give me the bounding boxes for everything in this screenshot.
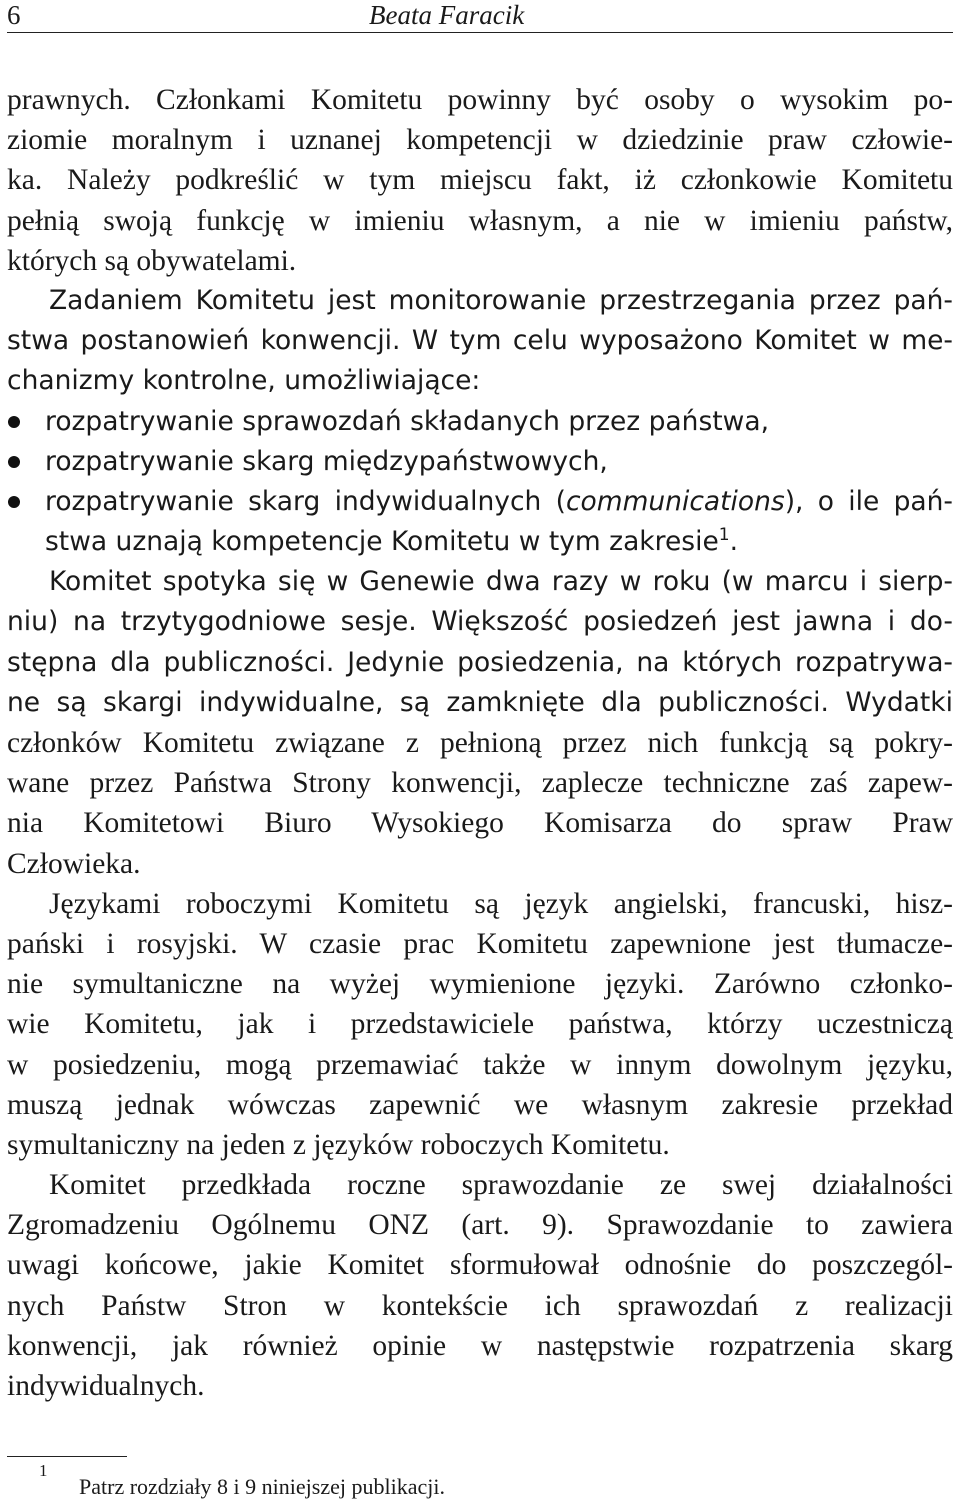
text-line: ne są skargi indywidualne, są zamknięte dla publiczności. Wydatki xyxy=(7,686,953,718)
list-item: rozpatrywanie sprawozdań składanych przez państwa, xyxy=(7,402,953,442)
text-line: uwagi końcowe, jakie Komitet sformułował odnośnie do poszczegól- xyxy=(7,1249,953,1282)
text-line xyxy=(7,522,953,562)
footnote-divider xyxy=(7,1456,127,1457)
footnote-marker: 1 xyxy=(39,1461,48,1480)
list-item-text: ), o ile pań- xyxy=(784,485,953,517)
list-item: rozpatrywanie skarg międzypaństwowych, xyxy=(7,442,953,482)
text-line: ka. Należy podkreślić w tym miejscu fakt, iż członkowie Komitetu xyxy=(7,164,953,197)
text-line: stępna dla publiczności. Jedynie posiedzenia, na których rozpatrywa- xyxy=(7,646,953,678)
document-page xyxy=(7,0,953,1504)
text-line: Zgromadzeniu Ogólnemu ONZ (art. 9). Sprawozdanie to zawiera xyxy=(7,1209,953,1242)
text-line: nie symultaniczne na wyżej wymienione języki. Zarówno członko- xyxy=(7,968,953,1001)
list-item xyxy=(7,482,953,522)
text-line: Zadaniem Komitetu jest monitorowanie przestrzegania przez pań- xyxy=(49,284,953,316)
text-run: stwa uznają kompetencje Komitetu w tym zakresie xyxy=(45,526,719,558)
text-line: prawnych. Członkami Komitetu powinny być osoby o wysokim po- xyxy=(7,84,953,116)
text-line: Komitet spotyka się w Genewie dwa razy w roku (w marcu i sierp- xyxy=(49,566,953,598)
text-line: chanizmy kontrolne, umożliwiające: xyxy=(7,365,481,397)
footnote-reference: 1 xyxy=(718,525,730,546)
text-line: nia Komitetowi Biuro Wysokiego Komisarza do spraw Praw xyxy=(7,807,953,840)
text-line: muszą jednak wówczas zapewnić we własnym zakresie przekład xyxy=(7,1088,953,1121)
text-line: symultaniczny na jeden z języków roboczych Komitetu. xyxy=(7,1128,670,1161)
italic-term: communications xyxy=(565,485,785,517)
text-line: konwencji, jak również opinie w następstwie rozpatrzenia skarg xyxy=(7,1329,953,1362)
text-line: wane przez Państwa Strony konwencji, zaplecze techniczne zaś zapew- xyxy=(7,767,953,800)
page-number: 6 xyxy=(7,0,21,30)
body-text xyxy=(7,80,953,1406)
text-line: Komitet przedkłada roczne sprawozdanie ze swej działalności xyxy=(49,1169,953,1202)
text-line: nych Państw Stron w kontekście ich sprawozdań z realizacji xyxy=(7,1289,953,1322)
text-line: indywidualnych. xyxy=(7,1370,205,1402)
text-line: wie Komitetu, jak i przedstawiciele państwa, którzy uczestniczą xyxy=(7,1008,953,1041)
text-line: stwa postanowień konwencji. W tym celu wyposażono Komitet w me- xyxy=(7,325,953,357)
text-line: członków Komitetu związane z pełnioną przez nich funkcją są pokry- xyxy=(7,727,953,759)
footnote-text: Patrz rozdziały 8 i 9 niniejszej publikacji. xyxy=(79,1474,445,1499)
text-line: niu) na trzytygodniowe sesje. Większość posiedzeń jest jawna i do- xyxy=(7,606,953,638)
text-line: w posiedzeniu, mogą przemawiać także w innym dowolnym języku, xyxy=(7,1048,953,1081)
text-line: pełnią swoją funkcję w imieniu własnym, a nie w imieniu państw, xyxy=(7,204,953,237)
text-line: ziomie moralnym i uznanej kompetencji w dziedzinie praw człowie- xyxy=(7,124,953,157)
text-line: których są obywatelami. xyxy=(7,244,297,277)
running-header xyxy=(7,0,953,33)
running-author: Beata Faracik xyxy=(369,0,525,30)
text-run: . xyxy=(729,526,739,558)
text-line: Człowieka. xyxy=(7,847,141,880)
text-line: pański i rosyjski. W czasie prac Komitetu zapewnione jest tłumacze- xyxy=(7,927,953,960)
text-line: Językami roboczymi Komitetu są język angielski, francuski, hisz- xyxy=(49,887,953,920)
list-item-text: rozpatrywanie skarg indywidualnych ( xyxy=(45,485,566,517)
